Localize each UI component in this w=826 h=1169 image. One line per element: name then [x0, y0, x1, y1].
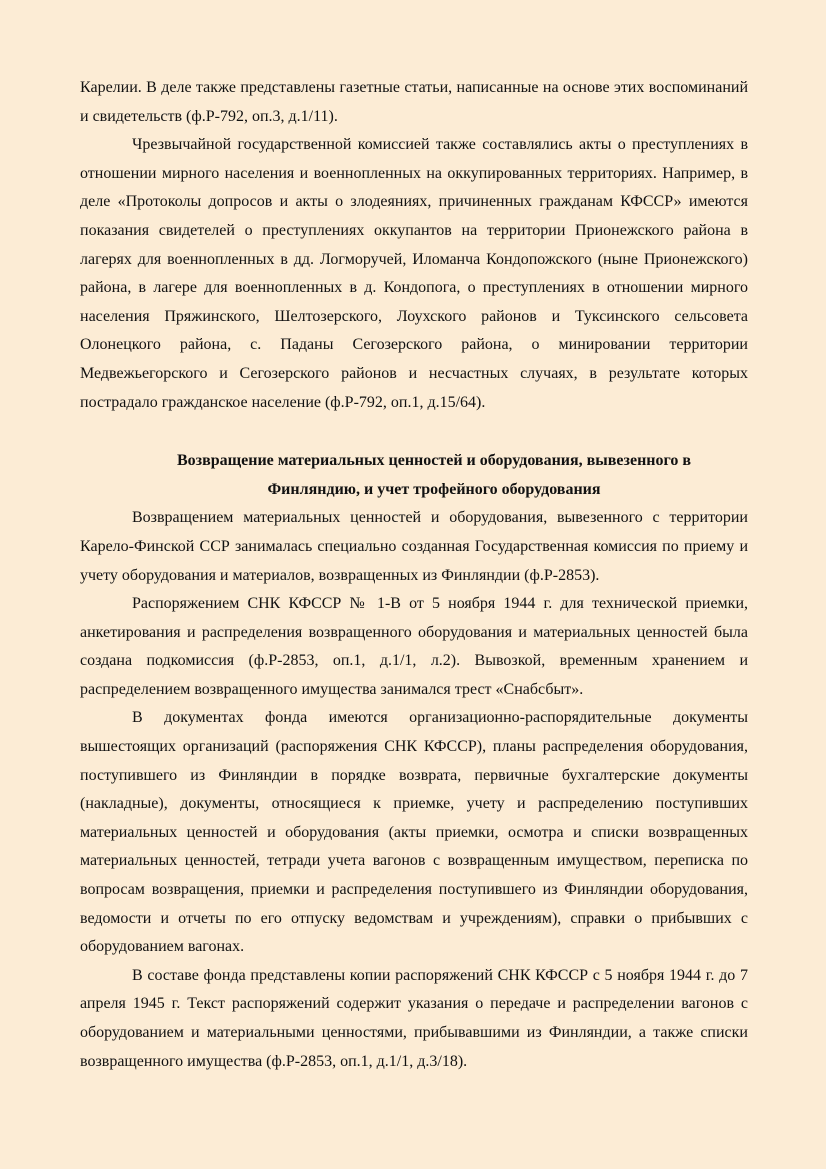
- section-heading: [80, 447, 748, 504]
- document-page: [80, 74, 748, 1076]
- paragraph-subcommission: Распоряжением СНК КФССР № 1-В от 5 ноября 1944 г. для технической приемки, анкетирования и распределения возвращенного оборудования и материальных ценностей была создана подкомиссия (ф.Р-2853, оп.1, д.1/1, л.2). Вывозкой, временным хранением и распределением возвращенного имущества занимался трест «Снабсбыт».: [80, 595, 748, 698]
- paragraph-fund-documents: В документах фонда имеются организационно-распорядительные документы вышестоящих организаций (распоряжения СНК КФССР), планы распределения оборудования, поступившего из Финляндии в порядке возврата, первичные бухгалтерские документы (накладные), документы, относящиеся к приемке, учету и распределению поступивших материальных ценностей и оборудования (акты приемки, осмотра и списки возвращенных материальных ценностей, тетради учета вагонов с возвращенным имуществом, переписка по вопросам возвращения, приемки и распределения поступившего из Финляндии оборудования, ведомости и отчеты по его отпуску ведомствам и учреждениям), справки о прибывших с оборудованием вагонах.: [80, 709, 748, 956]
- section-heading-line-1: Возвращение материальных ценностей и оборудования, вывезенного в: [176, 452, 692, 470]
- paragraph-orders-copies: В составе фонда представлены копии распоряжений СНК КФССР с 5 ноября 1944 г. до 7 апреля 1945 г. Текст распоряжений содержит указания о передаче и распределении вагонов с оборудованием и материальными ценностями, прибывавшими из Финляндии, а также списки возвращенного имущества (ф.Р-2853, оп.1, д.1/1, д.3/18).: [80, 966, 748, 1070]
- paragraph-continuation: Карелии. В деле также представлены газетные статьи, написанные на основе этих воспоминаний и свидетельств (ф.Р-792, оп.3, д.1/11).: [80, 79, 748, 125]
- paragraph-commission-acts: Чрезвычайной государственной комиссией также составлялись акты о преступлениях в отношении мирного населения и военнопленных на оккупированных территориях. Например, в деле «Протоколы допросов и акты о злодеяниях, причиненных гражданам КФССР» имеются показания свидетелей о преступлениях оккупантов на территории Прионежского района в лагерях для военнопленных в дд. Логморучей, Иломанча Кондопожского (ныне Прионежского) района, в лагере для военнопленных в д. Кондопога, о преступлениях в отношении мирного населения Пряжинского, Шелтозерского, Лоухского районов и Туксинского сельсовета Олонецкого района, с. Паданы Сегозерского района, о минировании территории Медвежьегорского и Сегозерского районов и несчастных случаях, в результате которых пострадало гражданское население (ф.Р-792, оп.1, д.15/64).: [80, 136, 748, 411]
- paragraph-state-commission: Возвращением материальных ценностей и оборудования, вывезенного с территории Карело-Финской ССР занималась специально созданная Государственная комиссия по приему и учету оборудования и материалов, возвращенных из Финляндии (ф.Р-2853).: [80, 509, 748, 584]
- section-heading-line-2: Финляндию, и учет трофейного оборудования: [267, 480, 601, 498]
